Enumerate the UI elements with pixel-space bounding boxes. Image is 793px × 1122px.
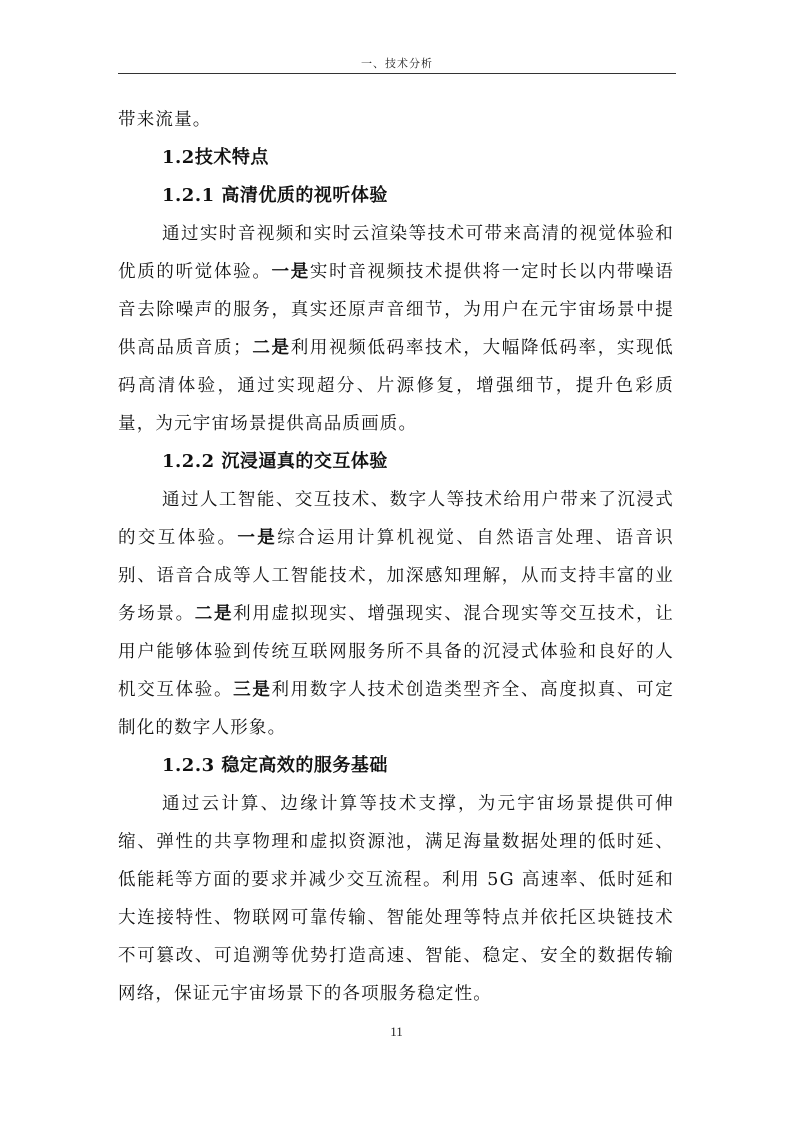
- emphasis-third: 三是: [233, 680, 272, 700]
- emphasis-second: 二是: [194, 604, 234, 624]
- header-divider: [118, 73, 676, 74]
- emphasis-first: 一是: [237, 528, 278, 548]
- emphasis-second: 二是: [251, 338, 291, 358]
- paragraph-text: 利用视频低码率技术，大幅降低码率，实现低码高清体验，通过实现超分、片源修复，增强细节，提升色彩质量，为元宇宙场景提供高品质画质。: [118, 338, 675, 434]
- document-body: [118, 101, 674, 1013]
- paragraph-text: 通过实时音视频和实时云渲染等技术可带来高清的视觉体验和优质的听觉体验。: [118, 224, 674, 282]
- page-number: 11: [390, 1024, 403, 1039]
- paragraph-text: 利用数字人技术创造类型齐全、高度拟真、可定制化的数字人形象。: [118, 680, 675, 738]
- emphasis-first: 一是: [271, 262, 310, 282]
- section-heading-1-2: 1.2技术特点: [162, 147, 269, 168]
- running-header: 一、技术分析: [361, 57, 433, 70]
- section-heading-1-2-2: 1.2.2 沉浸逼真的交互体验: [162, 451, 388, 472]
- paragraph-text: 利用虚拟现实、增强现实、混合现实等交互技术，让用户能够体验到传统互联网服务所不具备的沉浸式体验和良好的人机交互体验。: [118, 604, 674, 700]
- section-heading-1-2-3: 1.2.3 稳定高效的服务基础: [162, 755, 388, 776]
- paragraph-continuation: 带来流量。: [118, 110, 212, 130]
- paragraph-av-experience: [118, 215, 674, 443]
- paragraph-text: 综合运用计算机视觉、自然语言处理、语音识别、语音合成等人工智能技术，加深感知理解，从而支持丰富的业务场景。: [118, 528, 675, 624]
- paragraph-service-foundation: 通过云计算、边缘计算等技术支撑，为元宇宙场景提供可伸缩、弹性的共享物理和虚拟资源池，满足海量数据处理的低时延、低能耗等方面的要求并减少交互流程。利用 5G 高速率、低时延和大连接特性、物联网可靠传输、智能处理等特点并依托区块链技术不可篡改、可追溯等优势打造高速、智能、稳定、安全的数据传输网络，保证元宇宙场景下的各项服务稳定性。: [118, 794, 674, 1004]
- paragraph-text: 通过人工智能、交互技术、数字人等技术给用户带来了沉浸式的交互体验。: [118, 490, 674, 548]
- section-heading-1-2-1: 1.2.1 高清优质的视听体验: [162, 185, 388, 206]
- paragraph-interaction: [118, 481, 674, 747]
- paragraph-text: 实时音视频技术提供将一定时长以内带噪语音去除噪声的服务，真实还原声音细节，为用户在元宇宙场景中提供高品质音质；: [118, 262, 674, 358]
